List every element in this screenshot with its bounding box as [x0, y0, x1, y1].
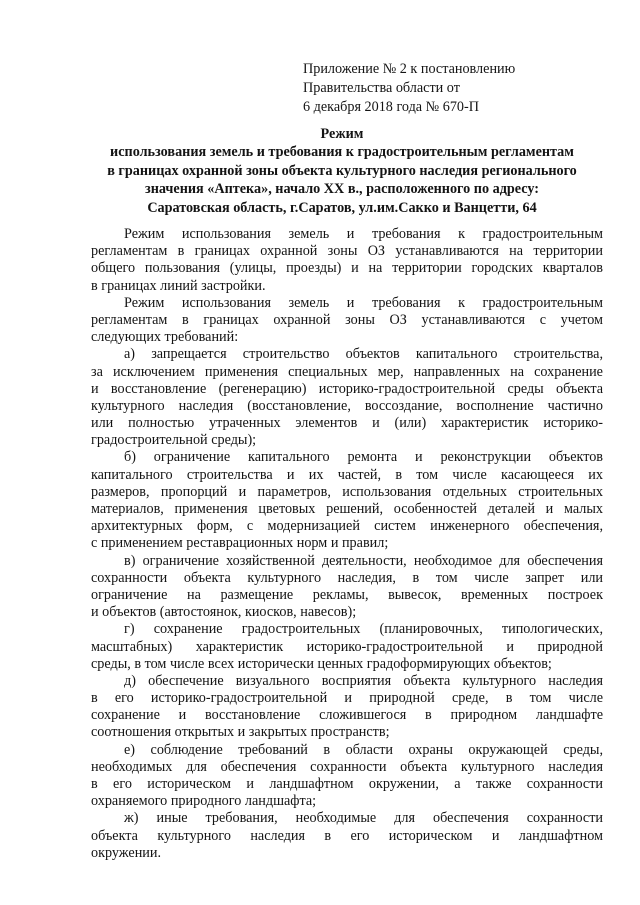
paragraph-line: охраняемого природного ландшафта; — [91, 793, 317, 810]
paragraph-line: а) запрещается строительство объектов капитального строительства, — [124, 346, 603, 363]
paragraph — [91, 621, 603, 673]
appendix-line-1: Приложение № 2 к постановлению — [303, 61, 516, 77]
paragraph-line: ограничение на размещение рекламы, вывесок, временных построек — [91, 586, 603, 603]
paragraph-line: градостроительной среды); — [91, 432, 257, 449]
title-line: значения «Аптека», начало XX в., расположенного по адресу: — [145, 181, 539, 198]
paragraph-line: д) обеспечение визуального восприятия объекта культурного наследия — [124, 672, 603, 689]
paragraph-line: масштабных) характеристик историко-градостроительной и природной — [91, 638, 603, 655]
paragraph — [91, 346, 603, 449]
appendix-line-2: Правительства области от — [303, 80, 460, 96]
paragraph-line: объекта культурного наследия в его историческом и ландшафтном — [91, 827, 603, 844]
paragraph-line: сохранение и восстановление сложившегося в природном ландшафте — [91, 707, 603, 724]
title-line: в границах охранной зоны объекта культурного наследия регионального — [107, 162, 577, 179]
paragraph — [91, 295, 603, 347]
paragraph-line: среды, в том числе всех исторически ценных градоформирующих объектов; — [91, 655, 552, 672]
paragraph-line: в его историческом и ландшафтном окружении, а также сохранности — [91, 776, 603, 792]
paragraph-line: в границах линий застройки. — [91, 277, 266, 294]
paragraph — [91, 673, 603, 742]
title-line: использования земель и требования к градостроительным регламентам — [110, 144, 574, 161]
paragraph — [91, 449, 603, 552]
paragraph-line: за исключением применения специальных мер, направленных на сохранение — [91, 363, 603, 380]
document-title — [80, 125, 604, 217]
paragraph-line: г) сохранение градостроительных (планировочных, типологических, — [124, 621, 603, 638]
appendix-line-3: 6 декабря 2018 года № 670-П — [303, 99, 479, 115]
paragraph-line: или полностью утраченных элементов и (или) характеристик историко- — [91, 415, 603, 432]
document-body — [91, 226, 603, 862]
paragraph-line: архитектурных форм, с модернизацией систем инженерного обеспечения, — [91, 518, 603, 535]
paragraph — [91, 553, 603, 622]
paragraph-line: капитального строительства и их частей, в том числе касающееся их — [91, 466, 603, 483]
paragraph — [91, 742, 603, 811]
paragraph-line: необходимых для обеспечения сохранности объекта культурного наследия — [91, 758, 603, 775]
paragraph — [91, 226, 603, 295]
paragraph-line: регламентам в границах охранной зоны ОЗ устанавливаются на территории — [91, 243, 603, 260]
paragraph-line: е) соблюдение требований в области охраны окружающей среды, — [124, 741, 603, 758]
paragraph-line: в) ограничение хозяйственной деятельности, необходимое для обеспечения — [124, 552, 603, 569]
paragraph-line: сохранности объекта культурного наследия, в том числе запрет или — [91, 569, 603, 586]
paragraph-line: ж) иные требования, необходимые для обеспечения сохранности — [124, 810, 603, 827]
paragraph-line: культурного наследия (восстановление, воссоздание, восполнение частично — [91, 397, 603, 414]
paragraph — [91, 810, 603, 862]
paragraph-line: в его историко-градостроительной и природной среде, в том числе — [91, 690, 603, 707]
paragraph-line: Режим использования земель и требования к градостроительным — [124, 226, 603, 242]
paragraph-line: размеров, пропорций и параметров, использования отдельных строительных — [91, 483, 603, 500]
title-heading: Режим — [320, 126, 364, 142]
paragraph-line: и восстановление (регенерацию) историко-градостроительной среды объекта — [91, 380, 603, 397]
paragraph-line: б) ограничение капитального ремонта и реконструкции объектов — [124, 449, 603, 466]
paragraph-line: Режим использования земель и требования к градостроительным — [124, 294, 603, 311]
paragraph-line: регламентам в границах охранной зоны ОЗ устанавливаются с учетом — [91, 311, 603, 328]
paragraph-line: окружении. — [91, 844, 162, 861]
appendix-header — [303, 60, 515, 117]
paragraph-line: следующих требований: — [91, 329, 239, 346]
title-line: Саратовская область, г.Саратов, ул.им.Сакко и Ванцетти, 64 — [147, 199, 537, 216]
paragraph-line: соотношения открытых и закрытых пространств; — [91, 724, 390, 741]
paragraph-line: материалов, применения цветовых решений, особенностей деталей и малых — [91, 501, 603, 517]
paragraph-line: с применением реставрационных норм и правил; — [91, 535, 389, 552]
paragraph-line: общего пользования (улицы, проезды) и на территории городских кварталов — [91, 260, 603, 277]
paragraph-line: и объектов (автостоянок, киосков, навесов); — [91, 604, 357, 621]
